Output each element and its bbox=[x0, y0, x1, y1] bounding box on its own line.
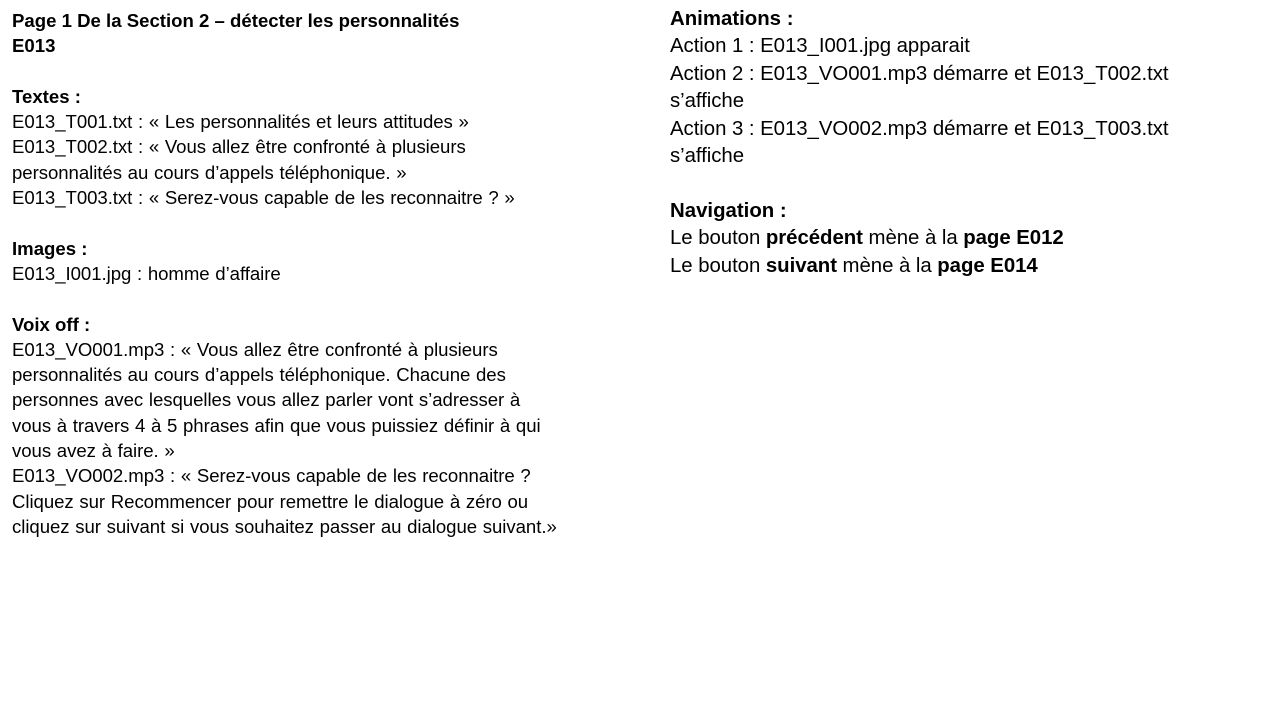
navigation-next-prefix: Le bouton bbox=[670, 254, 766, 277]
images-item-i001: E013_I001.jpg : homme d’affaire bbox=[12, 262, 281, 284]
page-title-block bbox=[12, 8, 560, 59]
textes-item-t001: E013_T001.txt : « Les personnalités et leurs attitudes » bbox=[12, 111, 469, 133]
navigation-next-target-page: page E014 bbox=[937, 254, 1038, 277]
animation-action-2: Action 2 : E013_VO001.mp3 démarre et E013_T002.txt s’affiche bbox=[670, 62, 1175, 113]
section-textes-heading: Textes : bbox=[12, 85, 81, 107]
section-voix-off bbox=[12, 312, 560, 540]
navigation-previous-prefix: Le bouton bbox=[670, 227, 766, 250]
navigation-previous-middle: mène à la bbox=[862, 227, 964, 250]
right-column bbox=[670, 0, 1222, 280]
page-title-line-2: E013 bbox=[12, 35, 56, 57]
section-voix-off-heading: Voix off : bbox=[12, 313, 91, 335]
left-column bbox=[12, 0, 560, 539]
textes-item-t003: E013_T003.txt : « Serez-vous capable de les reconnaitre ? » bbox=[12, 187, 515, 209]
voix-off-item-vo001: E013_VO001.mp3 : « Vous allez être confronté à plusieurs personnalités au cours d’appels téléphonique. Chacune des personnes avec lesquelles vous allez parler vont s’adresser à vous à travers 4 à 5 phrases afin que vous puissiez définir à qui vous avez à faire. » bbox=[12, 338, 547, 462]
section-navigation-heading: Navigation : bbox=[670, 199, 787, 222]
spacer bbox=[670, 170, 1222, 197]
animation-action-1: Action 1 : E013_I001.jpg apparait bbox=[670, 35, 970, 58]
spacer bbox=[12, 210, 560, 235]
navigation-previous-line bbox=[670, 225, 1222, 252]
navigation-next-button-label: suivant bbox=[765, 254, 837, 277]
voix-off-item-vo002: E013_VO002.mp3 : « Serez-vous capable de les reconnaitre ? Cliquez sur Recommencer pour remettre le dialogue à zéro ou cliquez sur suivant si vous souhaitez passer au dialogue suivant.» bbox=[12, 465, 557, 537]
section-navigation bbox=[670, 198, 1222, 280]
page-title-line-1: Page 1 De la Section 2 – détecter les personnalités bbox=[12, 10, 460, 31]
animation-action-3: Action 3 : E013_VO002.mp3 démarre et E013_T003.txt s’affiche bbox=[670, 117, 1175, 168]
section-animations-heading: Animations : bbox=[670, 8, 794, 30]
section-animations bbox=[670, 6, 1222, 170]
section-images-heading: Images : bbox=[12, 237, 88, 259]
section-textes bbox=[12, 84, 560, 210]
navigation-previous-target-page: page E012 bbox=[963, 227, 1064, 250]
navigation-previous-button-label: précédent bbox=[765, 227, 863, 250]
spacer bbox=[12, 286, 560, 311]
spacer bbox=[12, 59, 560, 84]
navigation-next-line bbox=[670, 253, 1222, 280]
textes-item-t002: E013_T002.txt : « Vous allez être confronté à plusieurs personnalités au cours d’appels téléphonique. » bbox=[12, 136, 472, 183]
navigation-next-middle: mène à la bbox=[836, 254, 938, 277]
section-images bbox=[12, 236, 560, 287]
